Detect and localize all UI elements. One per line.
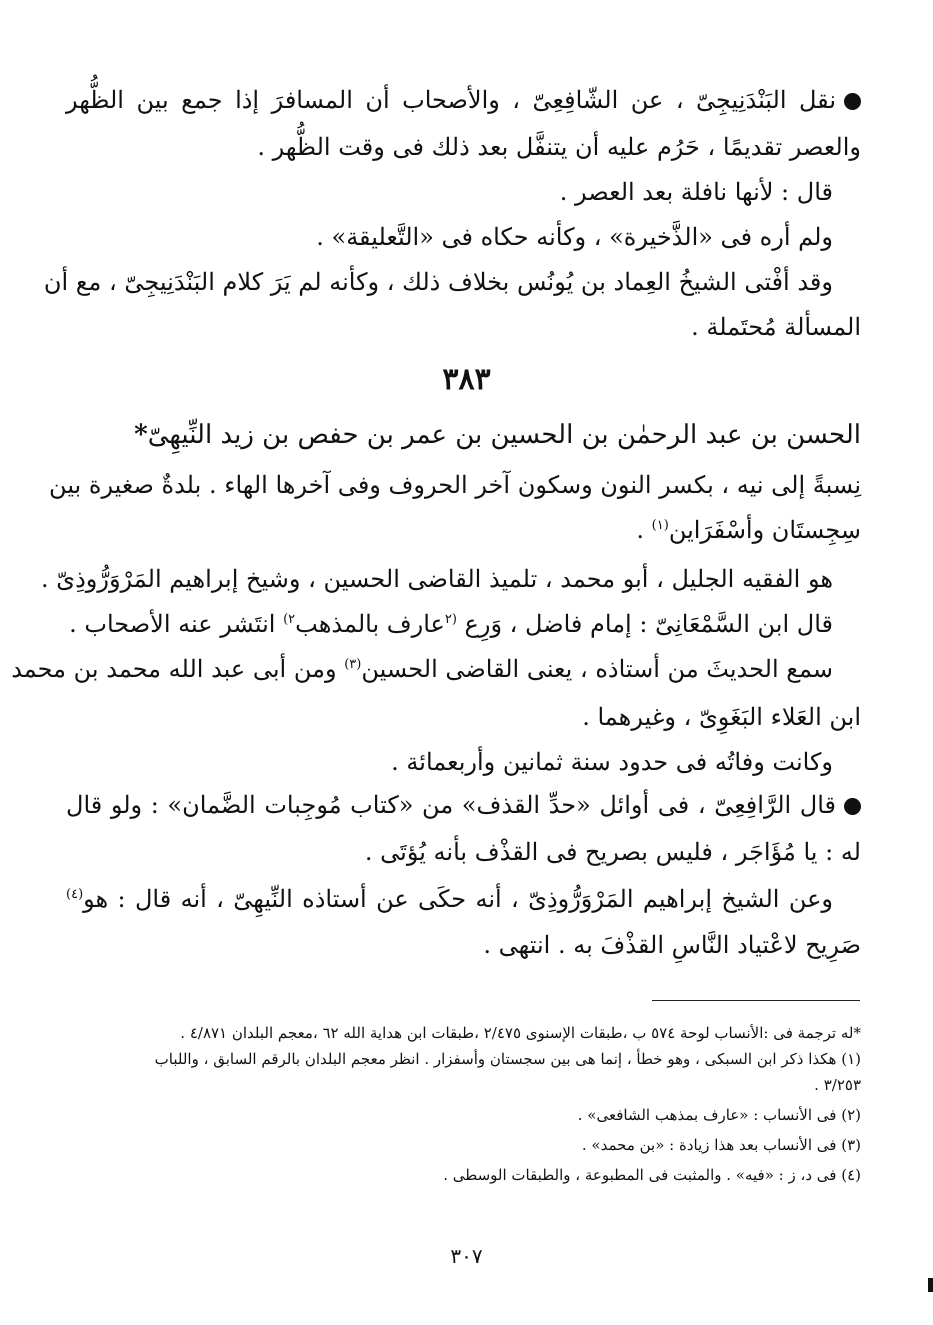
paragraph-line xyxy=(11,652,833,686)
footnote: (٣) فى الأنساب بعد هذا زيادة : «بن محمد» . xyxy=(581,1136,861,1154)
paragraph-line: المسألة مُحتَملة . xyxy=(691,313,861,341)
paragraph-line xyxy=(66,607,833,641)
paragraph-line: هو الفقيه الجليل ، أبو محمد ، تلميذ القاضى الحسين ، وشيخ إبراهيم المَرْوَرُّوذِىّ . xyxy=(41,565,833,593)
bullet-icon xyxy=(844,798,861,815)
paragraph-line xyxy=(66,882,833,916)
footnote: (١) هكذا ذكر ابن السبكى ، وهو خطأ ، إنما هى بين سجستان وأسفزار . انظر معجم البلدان بالرقم السابق ، واللباب xyxy=(154,1050,861,1068)
scan-edge-mark xyxy=(928,1278,933,1292)
footnote-ref: (٣) xyxy=(344,657,362,672)
text-run: وعن الشيخ إبراهيم المَرْوَرُّوذِىّ ، أنه حكَى عن أستاذه النِّيهِىّ ، أنه قال : هو xyxy=(83,885,833,913)
paragraph-line: ابن العَلاء البَغَوِىّ ، وغيرهما . xyxy=(582,703,861,731)
text-run: قال ابن السَّمْعَانِىّ : إمام فاضل ، وَرِع xyxy=(456,610,833,638)
text-run: قال الرَّافِعِىّ ، فى أوائل «حدِّ القذف» من «كتاب مُوجِبات الضَّمان» : ولو قال xyxy=(66,791,836,819)
paragraph-line: له : يا مُؤَاجَر ، فليس بصريح فى القذْف بأنه يُؤتَى . xyxy=(364,838,861,866)
paragraph-line: ولم أره فى «الذَّخيرة» ، وكأنه حكاه فى «التَّعليقة» . xyxy=(316,223,833,251)
text-run: . xyxy=(636,516,652,544)
entry-title xyxy=(66,418,861,452)
footnote-ref: ٢) xyxy=(283,612,296,627)
page-number: ٣٠٧ xyxy=(450,1244,483,1268)
footnote: ٣/٢٥٣ . xyxy=(814,1076,861,1094)
text-run: نقل البَنْدَنِيجِىّ ، عن الشّافِعِىّ ، والأصحاب أن المسافرَ إذا جمع بين الظُّهر xyxy=(66,86,836,114)
text-run: سمع الحديثَ من أستاذه ، يعنى القاضى الحسين xyxy=(361,655,833,683)
text-run: عارف بالمذهب xyxy=(295,610,445,638)
footnote-divider xyxy=(652,1000,860,1001)
paragraph-line: نِسبةً إلى نيه ، بكسر النون وسكون آخر الحروف وفى آخرها الهاء . بلدةٌ صغيرة بين xyxy=(49,471,861,499)
text-run: ومن أبى عبد الله محمد بن محمد xyxy=(11,655,345,683)
bullet-icon xyxy=(844,93,861,110)
text-run: سِجِستَان وأسْفَرَاين xyxy=(668,516,861,544)
paragraph-line: قال : لأنها نافلة بعد العصر . xyxy=(559,178,833,206)
paragraph-line xyxy=(66,513,861,547)
entry-title-text: الحسن بن عبد الرحمٰن بن الحسين بن عمر بن حفص بن زيد النِّيهِىّ xyxy=(147,420,861,450)
footnote-ref: (٢ xyxy=(444,612,457,627)
paragraph-line: صَرِيح لاعْتياد النَّاسِ القذْفَ به . انتهى . xyxy=(483,931,861,959)
entry-number: ٣٨٣ xyxy=(442,362,491,397)
footnote: *له ترجمة فى :الأنساب لوحة ٥٧٤ ب ،طبقات الإسنوى ٢/٤٧٥ ،طبقات ابن هداية الله ٦٢ ،معجم البلدان ٤/٨٧١ . xyxy=(180,1024,861,1042)
paragraph-line xyxy=(66,788,861,822)
paragraph-line: وكانت وفاتُه فى حدود سنة ثمانين وأربعمائة . xyxy=(391,748,833,776)
title-footnote-mark: * xyxy=(134,420,148,450)
footnote-ref: (١) xyxy=(651,518,669,533)
footnote: (٤) فى د، ز : «فيه» . والمثبت فى المطبوعة ، والطبقات الوسطى . xyxy=(443,1166,861,1184)
paragraph-line: والعصر تقديمًا ، حَرُم عليه أن يتنفَّل بعد ذلك فى وقت الظُّهر . xyxy=(257,133,861,161)
footnote-ref: (٤) xyxy=(66,887,84,902)
footnote: (٢) فى الأنساب : «عارف بمذهب الشافعى» . xyxy=(577,1106,861,1124)
paragraph-line xyxy=(66,83,861,117)
paragraph-line: وقد أفْتى الشيخُ العِماد بن يُونُس بخلاف ذلك ، وكأنه لم يَرَ كلام البَنْدَنِيجِىّ ، مع أن xyxy=(43,268,833,296)
text-run: انتَشر عنه الأصحاب . xyxy=(69,610,284,638)
